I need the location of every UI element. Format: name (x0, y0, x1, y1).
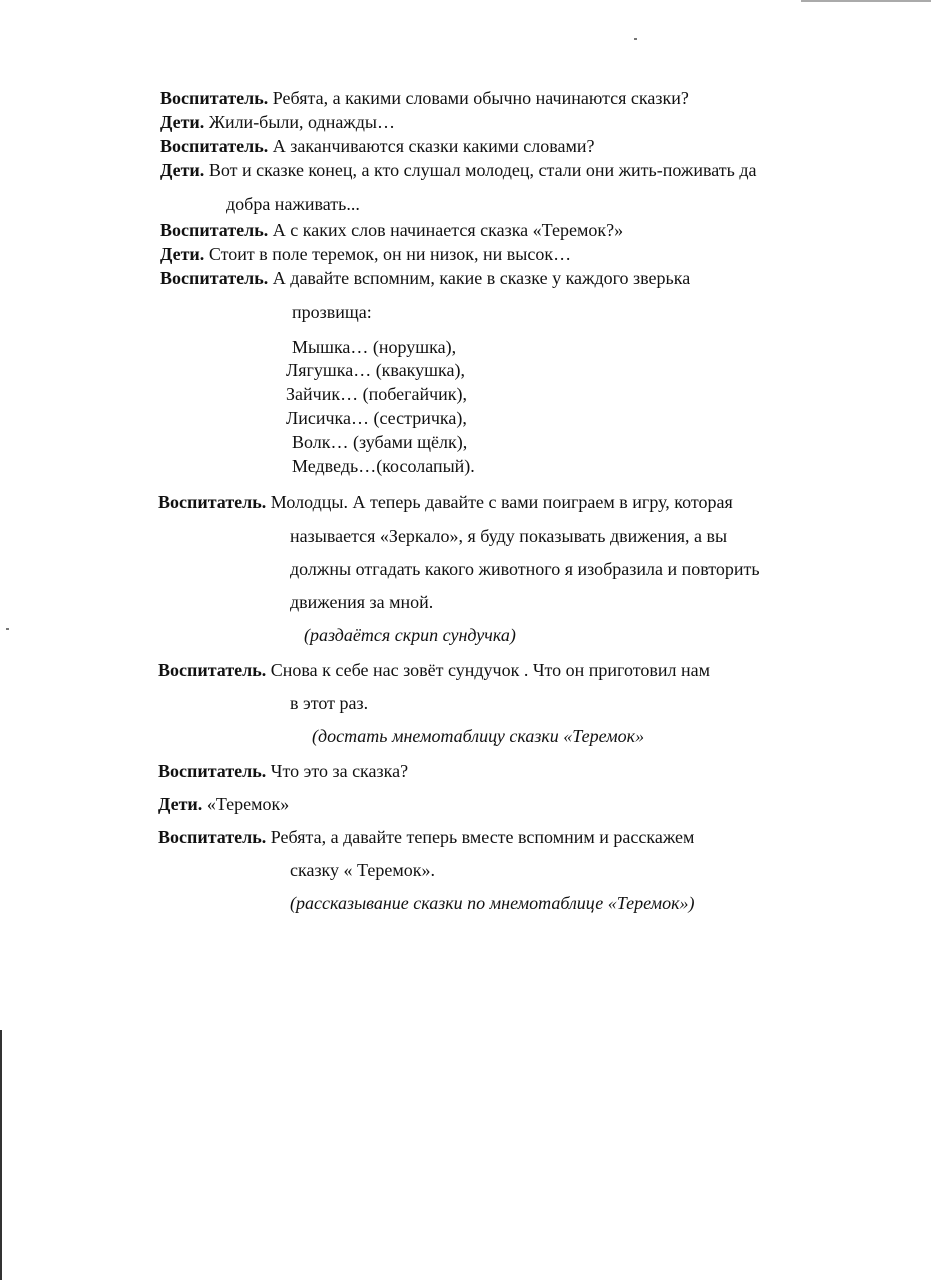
line-text: прозвища: (292, 302, 372, 322)
line-text: (достать мнемотаблицу сказки «Теремок» (312, 726, 645, 746)
line-text: Стоит в поле теремок, он ни низок, ни высок… (204, 244, 572, 264)
dialogue-line (160, 159, 757, 181)
dialogue-line (158, 793, 289, 815)
line-text: добра наживать... (226, 194, 360, 214)
speaker-label: Дети. (158, 794, 203, 814)
line-text: Лисичка… (сестричка), (286, 408, 467, 428)
speaker-label: Воспитатель. (158, 660, 267, 680)
stage-direction (304, 624, 516, 646)
line-text: (рассказывание сказки по мнемотаблице «Теремок») (290, 893, 695, 913)
line-text: движения за мной. (290, 592, 434, 612)
stage-direction (312, 725, 644, 747)
scan-speck (6, 628, 9, 630)
line-text: Молодцы. А теперь давайте с вами поиграем в игру, которая (266, 492, 733, 512)
dialogue-line (158, 760, 408, 782)
continuation-line (290, 525, 727, 547)
speaker-label: Воспитатель. (158, 827, 267, 847)
speaker-label: Воспитатель. (160, 268, 269, 288)
nickname-item (292, 336, 456, 358)
speaker-label: Дети. (160, 160, 205, 180)
dialogue-line (160, 267, 690, 289)
dialogue-line (160, 219, 623, 241)
line-text: А с каких слов начинается сказка «Теремок?» (268, 220, 624, 240)
continuation-line (290, 692, 368, 714)
line-text: Снова к себе нас зовёт сундучок . Что он приготовил нам (266, 660, 711, 680)
nickname-item (292, 431, 467, 453)
line-text: Волк… (зубами щёлк), (292, 432, 468, 452)
nickname-item (286, 359, 465, 381)
stage-direction (290, 892, 695, 914)
dialogue-line (160, 111, 395, 133)
line-text: сказку « Теремок». (290, 860, 435, 880)
line-text: «Теремок» (202, 794, 290, 814)
speaker-label: Воспитатель. (160, 136, 269, 156)
line-text: должны отгадать какого животного я изобразила и повторить (290, 559, 760, 579)
continuation-line (292, 301, 372, 323)
nickname-item (286, 407, 467, 429)
dialogue-line (158, 659, 710, 681)
speaker-label: Воспитатель. (158, 492, 267, 512)
dialogue-line (160, 87, 689, 109)
line-text: Вот и сказке конец, а кто слушал молодец, стали они жить-поживать да (204, 160, 757, 180)
speaker-label: Воспитатель. (158, 761, 267, 781)
nickname-item (292, 455, 475, 477)
dialogue-line (160, 243, 571, 265)
speaker-label: Дети. (160, 244, 205, 264)
line-text: Лягушка… (квакушка), (286, 360, 465, 380)
line-text: называется «Зеркало», я буду показывать движения, а вы (290, 526, 728, 546)
continuation-line (290, 859, 435, 881)
scan-edge-mark (0, 1030, 2, 1280)
continuation-line (226, 193, 360, 215)
line-text: Жили-были, однажды… (204, 112, 395, 132)
speaker-label: Воспитатель. (160, 88, 269, 108)
line-text: Ребята, а какими словами обычно начинаются сказки? (268, 88, 689, 108)
line-text: Медведь…(косолапый). (292, 456, 475, 476)
continuation-line (290, 558, 760, 580)
line-text: Что это за сказка? (266, 761, 409, 781)
speaker-label: Воспитатель. (160, 220, 269, 240)
line-text: Зайчик… (побегайчик), (286, 384, 468, 404)
line-text: (раздаётся скрип сундучка) (304, 625, 516, 645)
line-text: Мышка… (норушка), (292, 337, 457, 357)
scan-corner-mark (801, 0, 931, 2)
dialogue-line (158, 491, 733, 513)
line-text: А заканчиваются сказки какими словами? (268, 136, 595, 156)
line-text: в этот раз. (290, 693, 369, 713)
dialogue-line (160, 135, 595, 157)
nickname-item (286, 383, 467, 405)
continuation-line (290, 591, 433, 613)
line-text: А давайте вспомним, какие в сказке у каждого зверька (268, 268, 691, 288)
scan-speck (634, 38, 637, 40)
speaker-label: Дети. (160, 112, 205, 132)
line-text: Ребята, а давайте теперь вместе вспомним и расскажем (266, 827, 695, 847)
dialogue-line (158, 826, 694, 848)
